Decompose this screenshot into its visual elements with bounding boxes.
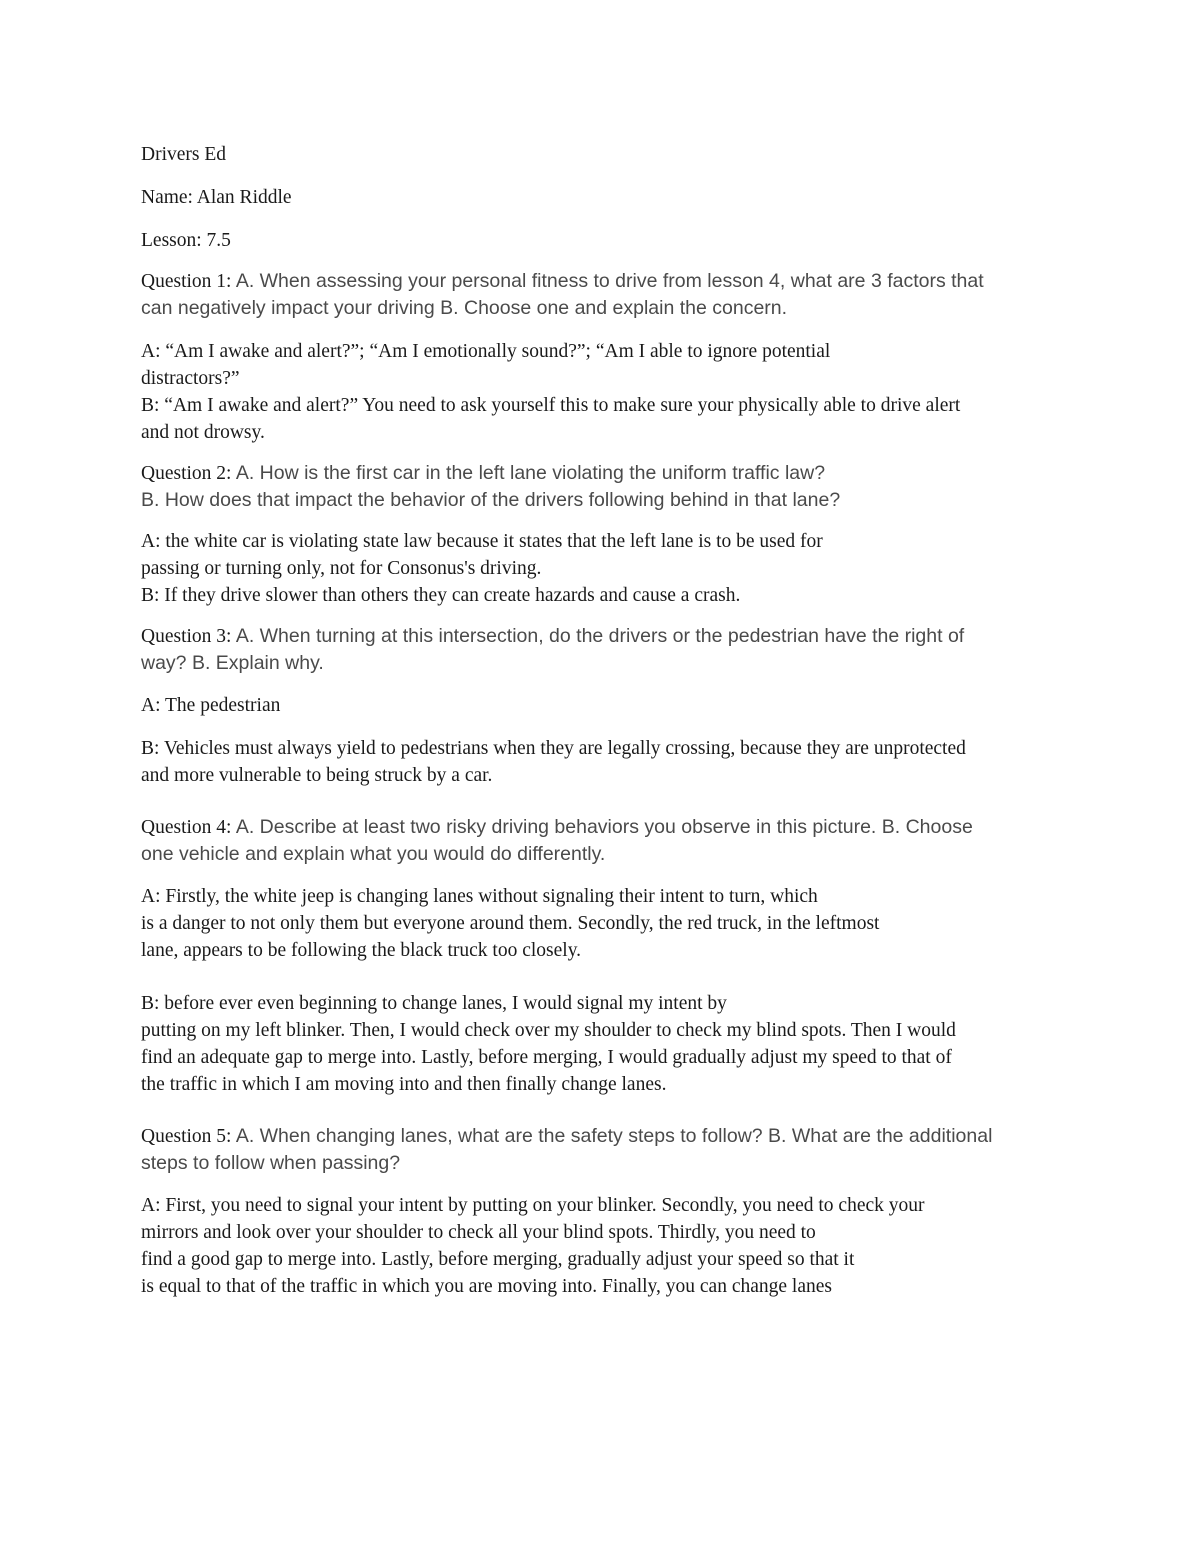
student-name: Name: Alan Riddle — [141, 187, 292, 208]
answer-4b — [141, 990, 956, 1098]
answer-3b-line-2: and more vulnerable to being struck by a car. — [141, 765, 493, 786]
answer-2-line-3: B: If they drive slower than others they can create hazards and cause a crash. — [141, 585, 741, 606]
answer-4b-line-4: the traffic in which I am moving into and then finally change lanes. — [141, 1074, 667, 1095]
answer-5-line-3: find a good gap to merge into. Lastly, before merging, gradually adjust your speed so that it — [141, 1249, 855, 1270]
answer-1-line-1: A: “Am I awake and alert?”; “Am I emotionally sound?”; “Am I able to ignore potential — [141, 341, 831, 362]
question-2-line-2: B. How does that impact the behavior of the drivers following behind in that lane? — [141, 489, 841, 511]
question-1-label: Question 1: — [141, 271, 232, 292]
answer-4a-line-3: lane, appears to be following the black truck too closely. — [141, 940, 582, 961]
answer-4a — [141, 883, 879, 964]
question-1-line-2: can negatively impact your driving B. Choose one and explain the concern. — [141, 297, 788, 319]
question-4 — [141, 814, 973, 867]
answer-1-line-4: and not drowsy. — [141, 422, 265, 443]
answer-3b — [141, 735, 966, 789]
question-4-line-1: Question 4: A. Describe at least two risky driving behaviors you observe in this picture. B. Choose — [141, 816, 973, 838]
answer-5-line-2: mirrors and look over your shoulder to check all your blind spots. Thirdly, you need to — [141, 1222, 816, 1243]
answer-1-line-2: distractors?” — [141, 368, 240, 389]
answer-3b-line-1: B: Vehicles must always yield to pedestrians when they are legally crossing, because they are unprotected — [141, 738, 966, 759]
question-4-label: Question 4: — [141, 817, 232, 838]
answer-4b-line-3: find an adequate gap to merge into. Lastly, before merging, I would gradually adjust my speed to that of — [141, 1047, 952, 1068]
question-3 — [141, 623, 964, 676]
question-2 — [141, 460, 840, 513]
answer-5-line-4: is equal to that of the traffic in which you are moving into. Finally, you can change lanes — [141, 1276, 832, 1297]
answer-4b-line-2: putting on my left blinker. Then, I would check over my shoulder to check my blind spots. Then I would — [141, 1020, 956, 1041]
question-3-line-2: way? B. Explain why. — [141, 652, 324, 674]
question-2-label: Question 2: — [141, 463, 232, 484]
answer-4a-line-1: A: Firstly, the white jeep is changing lanes without signaling their intent to turn, which — [141, 886, 818, 907]
answer-4b-line-1: B: before ever even beginning to change lanes, I would signal my intent by — [141, 993, 727, 1014]
question-5-line-1: Question 5: A. When changing lanes, what are the safety steps to follow? B. What are the additional — [141, 1125, 993, 1147]
answer-5-line-1: A: First, you need to signal your intent by putting on your blinker. Secondly, you need to check your — [141, 1195, 925, 1216]
question-2-line-1: Question 2: A. How is the first car in the left lane violating the uniform traffic law? — [141, 462, 826, 484]
question-1-line-1: Question 1: A. When assessing your personal fitness to drive from lesson 4, what are 3 factors that — [141, 270, 984, 292]
document-title: Drivers Ed — [141, 144, 227, 165]
answer-2-line-2: passing or turning only, not for Consonus's driving. — [141, 558, 542, 579]
question-5-line-2: steps to follow when passing? — [141, 1152, 401, 1174]
question-3-label: Question 3: — [141, 626, 232, 647]
question-1 — [141, 268, 984, 321]
answer-2 — [141, 528, 823, 609]
answer-1 — [141, 338, 960, 446]
answer-1-line-3: B: “Am I awake and alert?” You need to ask yourself this to make sure your physically able to drive alert — [141, 395, 961, 416]
answer-4a-line-2: is a danger to not only them but everyone around them. Secondly, the red truck, in the leftmost — [141, 913, 880, 934]
answer-2-line-1: A: the white car is violating state law because it states that the left lane is to be used for — [141, 531, 823, 552]
question-4-line-2: one vehicle and explain what you would do differently. — [141, 843, 606, 865]
answer-3a-line: A: The pedestrian — [141, 695, 281, 716]
question-5-label: Question 5: — [141, 1126, 232, 1147]
answer-3a — [141, 692, 280, 719]
answer-5 — [141, 1192, 925, 1300]
question-5 — [141, 1123, 992, 1176]
question-3-line-1: Question 3: A. When turning at this intersection, do the drivers or the pedestrian have the right of — [141, 625, 965, 647]
lesson-number: Lesson: 7.5 — [141, 230, 231, 251]
